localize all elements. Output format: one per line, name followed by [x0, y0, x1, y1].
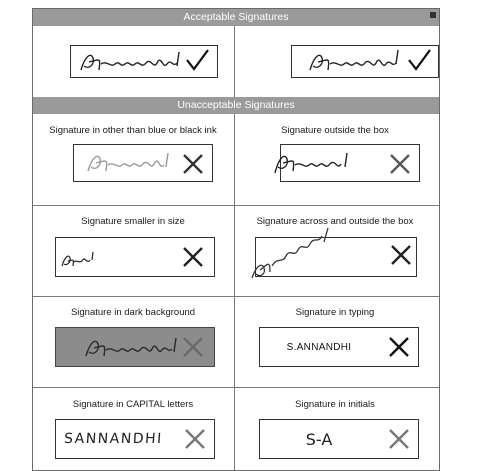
unacceptable-signatures-header: Unacceptable Signatures — [33, 97, 439, 114]
cross-mark-icon — [260, 328, 418, 366]
outside-box-signature-box — [280, 144, 420, 182]
column-divider — [234, 26, 235, 97]
cross-mark-icon — [260, 420, 418, 458]
capital-letters-signature-box — [55, 419, 215, 459]
row-divider — [33, 387, 439, 388]
typed-signature-text: S.ANNANDHI — [286, 341, 352, 353]
caption-color-ink: Signature in other than blue or black ink — [49, 125, 217, 136]
typed-signature-box — [259, 327, 419, 367]
cross-mark-icon — [391, 155, 409, 173]
cross-mark-icon — [56, 420, 214, 458]
acceptable-signature-box-2 — [291, 45, 439, 78]
colored-ink-signature-box — [73, 144, 213, 182]
caption-capital: Signature in CAPITAL letters — [72, 399, 194, 410]
row-divider — [33, 205, 439, 206]
caption-initials: Signature in initials — [295, 399, 375, 410]
cross-mark-icon — [184, 248, 202, 266]
handwritten-signature — [74, 145, 212, 181]
handwritten-signature — [292, 46, 438, 77]
small-signature-box — [55, 237, 215, 277]
handwritten-signature — [256, 238, 416, 276]
row-divider — [33, 296, 439, 297]
caption-across-box: Signature across and outside the box — [256, 216, 414, 227]
across-box-signature-box — [255, 237, 417, 277]
dark-background-signature-box — [55, 327, 215, 367]
caption-typing: Signature in typing — [295, 307, 375, 318]
handwritten-signature — [71, 46, 217, 77]
check-mark-icon — [187, 50, 208, 69]
cross-mark-icon — [184, 338, 202, 356]
caption-dark-bg: Signature in dark background — [70, 307, 196, 318]
handwritten-signature — [56, 238, 214, 276]
capital-signature-text: SANNANDHI — [63, 431, 164, 447]
caption-smaller: Signature smaller in size — [81, 216, 185, 227]
caption-outside-box: Signature outside the box — [281, 125, 389, 136]
handwritten-signature — [56, 328, 214, 366]
acceptable-signatures-header: Acceptable Signatures — [33, 9, 439, 26]
cross-mark-icon — [392, 246, 410, 264]
initials-signature-box — [259, 419, 419, 459]
corner-marker — [430, 12, 436, 18]
initials-signature-text: S-A — [305, 429, 333, 449]
column-divider — [234, 114, 235, 470]
signature-guidelines-sheet — [32, 8, 440, 471]
acceptable-signature-box-1 — [70, 45, 218, 78]
check-mark-icon — [409, 50, 430, 69]
cross-mark-icon — [184, 155, 202, 173]
handwritten-signature — [281, 145, 419, 181]
